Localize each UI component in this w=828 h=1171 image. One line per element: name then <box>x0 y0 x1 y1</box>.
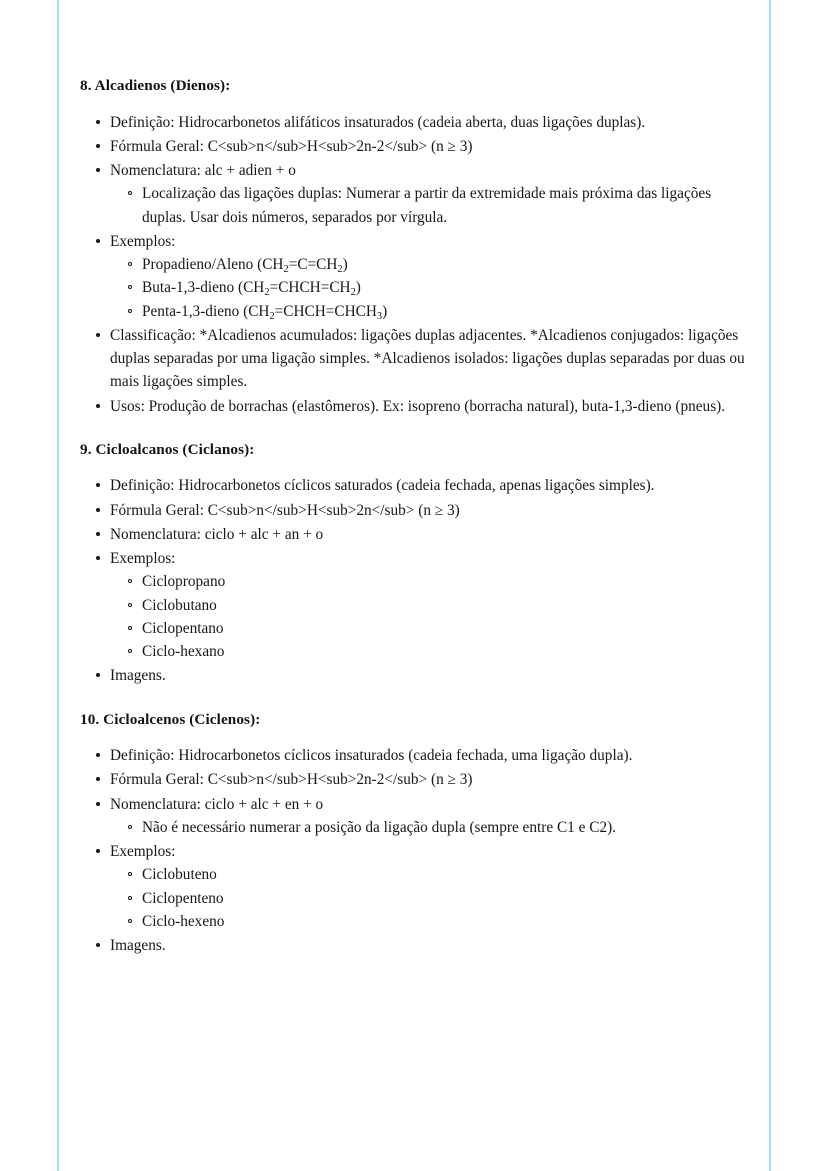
sub-list-item-text: Ciclo-hexeno <box>142 912 225 930</box>
sub-list-item <box>110 863 752 886</box>
sub-bullet-list <box>110 570 752 663</box>
sub-list-item-text: Não é necessário numerar a posição da ligação dupla (sempre entre C1 e C2). <box>142 818 617 836</box>
list-item-text: Nomenclatura: ciclo + alc + an + o <box>110 525 324 543</box>
document-section <box>80 710 752 958</box>
list-item-text: Exemplos: <box>110 550 176 568</box>
section-heading: 10. Cicloalcenos (Ciclenos): <box>80 710 261 728</box>
list-item <box>80 934 752 957</box>
document-section <box>80 440 752 688</box>
list-item-text: Fórmula Geral: C<sub>n</sub>H<sub>2n</sub> (n ≥ 3) <box>110 501 460 519</box>
document-section <box>80 76 752 418</box>
list-item-text: Imagens. <box>110 667 166 685</box>
right-margin-rule <box>769 0 771 1171</box>
sub-list-item <box>110 617 752 640</box>
list-item-text: Definição: Hidrocarbonetos alifáticos insaturados (cadeia aberta, duas ligações duplas). <box>110 113 646 131</box>
sub-list-item <box>110 594 752 617</box>
list-item-text: Nomenclatura: ciclo + alc + en + o <box>110 795 324 813</box>
sub-list-item-text: Propadieno/Aleno $(CH_2=C=CH_2)$ <box>142 256 348 275</box>
sub-list-item-text: Penta-1,3-dieno $(CH_2=CHCH=CHCH_3)$ <box>142 302 388 322</box>
list-item <box>80 474 752 497</box>
sub-list-item-text: Ciclo-hexano <box>142 643 225 661</box>
list-item <box>80 230 752 323</box>
list-item-text: Fórmula Geral: C<sub>n</sub>H<sub>2n-2</sub> (n ≥ 3) <box>110 137 473 155</box>
list-item-text: Classificação: *Alcadienos acumulados: ligações duplas adjacentes. *Alcadienos conjugados: ligações duplas separadas por uma ligação simples. *Alcadienos isolados: ligações duplas separadas por duas ou mais ligações simples. <box>110 326 745 391</box>
sub-bullet-list <box>110 182 752 229</box>
sub-list-item <box>110 887 752 910</box>
list-item-text: Definição: Hidrocarbonetos cíclicos insaturados (cadeia fechada, uma ligação dupla). <box>110 747 633 765</box>
list-item <box>80 499 752 522</box>
list-item <box>80 664 752 687</box>
sub-list-item-text: Localização das ligações duplas: Numerar a partir da extremidade mais próxima das ligações duplas. Usar dois números, separados por vírgula. <box>142 185 712 226</box>
sub-list-item <box>110 276 752 299</box>
list-item <box>80 547 752 663</box>
sub-list-item <box>110 570 752 593</box>
list-item-text: Exemplos: <box>110 232 176 250</box>
sub-list-item-text: Ciclobutano <box>142 596 217 614</box>
section-heading: 9. Cicloalcanos (Ciclanos): <box>80 440 255 458</box>
document-content <box>80 76 752 958</box>
sub-bullet-list <box>110 816 752 839</box>
list-item <box>80 744 752 767</box>
list-item <box>80 523 752 546</box>
bullet-list <box>80 744 752 957</box>
sub-list-item <box>110 816 752 839</box>
sub-list-item-text: Ciclopenteno <box>142 889 224 907</box>
list-item <box>80 793 752 840</box>
sub-list-item <box>110 640 752 663</box>
sub-bullet-list <box>110 863 752 933</box>
bullet-list <box>80 474 752 687</box>
section-heading: 8. Alcadienos (Dienos): <box>80 77 231 94</box>
sub-list-item-text: Ciclopropano <box>142 573 226 591</box>
list-item-text: Fórmula Geral: C<sub>n</sub>H<sub>2n-2</sub> (n ≥ 3) <box>110 771 473 789</box>
left-margin-rule <box>57 0 59 1171</box>
sub-list-item-text: Ciclopentano <box>142 619 224 637</box>
sub-list-item <box>110 910 752 933</box>
list-item <box>80 111 752 134</box>
list-item <box>80 395 752 418</box>
list-item-text: Exemplos: <box>110 843 176 861</box>
list-item <box>80 324 752 394</box>
list-item <box>80 840 752 933</box>
list-item-text: Nomenclatura: alc + adien + o <box>110 162 296 180</box>
sub-bullet-list <box>110 253 752 323</box>
list-item-text: Imagens. <box>110 937 166 955</box>
sub-list-item <box>110 253 752 276</box>
sub-list-item-text: Buta-1,3-dieno $(CH_2=CHCH=CH_2)$ <box>142 279 361 299</box>
list-item <box>80 159 752 229</box>
sub-list-item <box>110 182 752 229</box>
sub-list-item <box>110 300 752 323</box>
list-item-text: Definição: Hidrocarbonetos cíclicos saturados (cadeia fechada, apenas ligações simples). <box>110 477 655 495</box>
list-item-text: Usos: Produção de borrachas (elastômeros). Ex: isopreno (borracha natural), buta-1,3-dieno (pneus). <box>110 397 726 415</box>
list-item <box>80 768 752 791</box>
sub-list-item-text: Ciclobuteno <box>142 866 217 884</box>
bullet-list <box>80 111 752 418</box>
list-item <box>80 135 752 158</box>
